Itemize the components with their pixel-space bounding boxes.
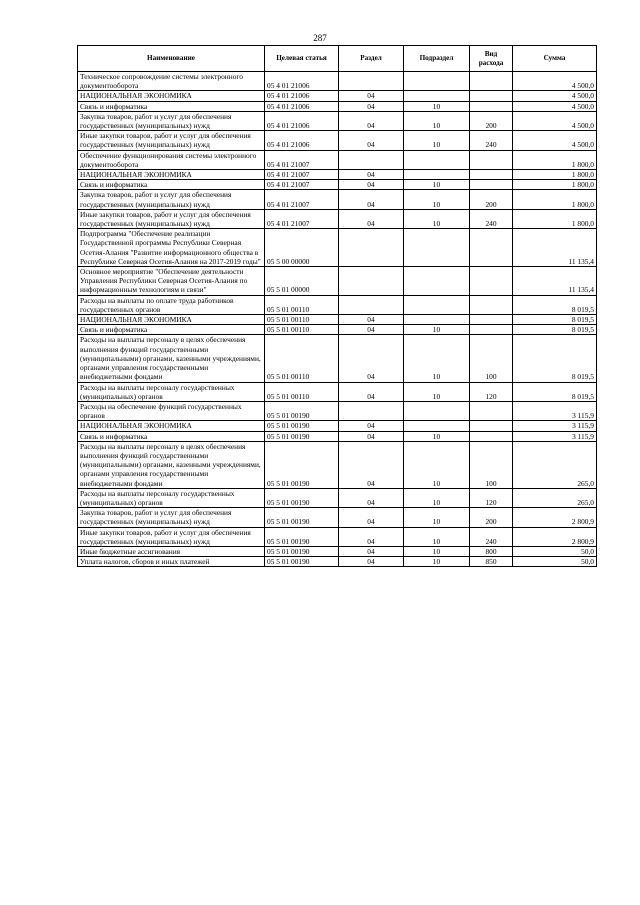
row-name: Связь и информатика	[78, 101, 265, 111]
row-section: 04	[339, 431, 404, 441]
row-section: 04	[339, 546, 404, 556]
row-subsection	[404, 229, 470, 267]
row-expense-type	[470, 315, 513, 325]
table-row	[78, 91, 597, 101]
row-expense-type: 240	[470, 209, 513, 228]
table-row	[78, 335, 597, 382]
row-target: 05 4 01 21006	[265, 72, 339, 91]
row-amount: 3 115,9	[513, 421, 597, 431]
row-name: НАЦИОНАЛЬНАЯ ЭКОНОМИКА	[78, 421, 265, 431]
row-section	[339, 229, 404, 267]
row-name: Закупка товаров, работ и услуг для обеспечения государственных (муниципальных) нужд	[78, 190, 265, 209]
row-name: Иные бюджетные ассигнования	[78, 546, 265, 556]
row-target: 05 5 01 00110	[265, 335, 339, 382]
row-section: 04	[339, 170, 404, 180]
table-row	[78, 325, 597, 335]
row-amount: 50,0	[513, 546, 597, 556]
row-amount: 1 800,0	[513, 150, 597, 169]
row-subsection	[404, 267, 470, 296]
row-amount: 50,0	[513, 557, 597, 567]
row-amount: 8 019,5	[513, 335, 597, 382]
row-subsection: 10	[404, 527, 470, 546]
row-subsection	[404, 91, 470, 101]
row-section: 04	[339, 325, 404, 335]
row-target: 05 5 01 00110	[265, 295, 339, 314]
row-section: 04	[339, 421, 404, 431]
row-target: 05 5 01 00190	[265, 557, 339, 567]
row-expense-type: 800	[470, 546, 513, 556]
header-amount: Сумма	[513, 46, 597, 72]
row-subsection	[404, 401, 470, 420]
row-section: 04	[339, 441, 404, 488]
table-row	[78, 295, 597, 314]
table-row	[78, 267, 597, 296]
row-subsection	[404, 170, 470, 180]
row-section	[339, 295, 404, 314]
table-row	[78, 111, 597, 130]
row-name: Расходы на обеспечение функций государственных органов	[78, 401, 265, 420]
row-amount: 265,0	[513, 441, 597, 488]
row-subsection	[404, 295, 470, 314]
row-subsection: 10	[404, 190, 470, 209]
row-target: 05 5 01 00110	[265, 382, 339, 401]
row-amount: 8 019,5	[513, 295, 597, 314]
row-expense-type	[470, 72, 513, 91]
row-amount: 4 500,0	[513, 111, 597, 130]
table-row	[78, 229, 597, 267]
row-amount: 4 500,0	[513, 91, 597, 101]
table-row	[78, 150, 597, 169]
row-section: 04	[339, 315, 404, 325]
table-row	[78, 131, 597, 150]
row-section: 04	[339, 209, 404, 228]
row-section: 04	[339, 335, 404, 382]
table-row	[78, 421, 597, 431]
table-row	[78, 557, 597, 567]
row-subsection: 10	[404, 180, 470, 190]
row-amount: 8 019,5	[513, 382, 597, 401]
row-name: Расходы на выплаты по оплате труда работников государственных органов	[78, 295, 265, 314]
row-subsection: 10	[404, 557, 470, 567]
row-expense-type	[470, 101, 513, 111]
row-amount: 3 115,9	[513, 431, 597, 441]
row-target: 05 5 01 00110	[265, 325, 339, 335]
row-section: 04	[339, 131, 404, 150]
row-name: Обеспечение функционирования системы электронного документооборота	[78, 150, 265, 169]
row-name: Иные закупки товаров, работ и услуг для обеспечения государственных (муниципальных) нужд	[78, 209, 265, 228]
table-row	[78, 180, 597, 190]
row-amount: 2 800,9	[513, 527, 597, 546]
row-name: Расходы на выплаты персоналу государственных (муниципальных) органов	[78, 488, 265, 507]
row-subsection: 10	[404, 382, 470, 401]
row-expense-type	[470, 91, 513, 101]
row-name: Связь и информатика	[78, 325, 265, 335]
row-expense-type: 240	[470, 131, 513, 150]
row-name: Техническое сопровождение системы электронного документооборота	[78, 72, 265, 91]
row-expense-type	[470, 401, 513, 420]
table-body	[78, 72, 597, 567]
row-subsection: 10	[404, 131, 470, 150]
row-section: 04	[339, 101, 404, 111]
row-target: 05 5 01 00190	[265, 431, 339, 441]
row-name: Расходы на выплаты персоналу в целях обеспечения выполнения функций государственными (муниципальными) органами, казенными учреждениями, органами управления государственными внебюджетными фондами	[78, 335, 265, 382]
row-expense-type: 120	[470, 488, 513, 507]
row-subsection: 10	[404, 209, 470, 228]
row-name: Закупка товаров, работ и услуг для обеспечения государственных (муниципальных) нужд	[78, 111, 265, 130]
row-expense-type	[470, 180, 513, 190]
table-row	[78, 441, 597, 488]
row-expense-type: 120	[470, 382, 513, 401]
row-name: Закупка товаров, работ и услуг для обеспечения государственных (муниципальных) нужд	[78, 508, 265, 527]
row-target: 05 4 01 21006	[265, 91, 339, 101]
header-section: Раздел	[339, 46, 404, 72]
table-row	[78, 170, 597, 180]
row-amount: 1 800,0	[513, 209, 597, 228]
row-target: 05 5 01 00110	[265, 315, 339, 325]
row-subsection: 10	[404, 101, 470, 111]
row-expense-type	[470, 170, 513, 180]
row-target: 05 4 01 21007	[265, 170, 339, 180]
row-expense-type: 850	[470, 557, 513, 567]
row-expense-type	[470, 150, 513, 169]
row-name: Связь и информатика	[78, 431, 265, 441]
row-section	[339, 401, 404, 420]
row-target: 05 5 01 00190	[265, 421, 339, 431]
row-section	[339, 267, 404, 296]
row-target: 05 4 01 21006	[265, 101, 339, 111]
row-subsection: 10	[404, 508, 470, 527]
row-subsection	[404, 421, 470, 431]
row-amount: 11 135,4	[513, 229, 597, 267]
row-expense-type	[470, 295, 513, 314]
row-target: 05 5 01 00190	[265, 527, 339, 546]
row-target: 05 4 01 21007	[265, 190, 339, 209]
table-row	[78, 315, 597, 325]
row-amount: 8 019,5	[513, 315, 597, 325]
row-section	[339, 150, 404, 169]
row-target: 05 5 01 00190	[265, 441, 339, 488]
row-amount: 3 115,9	[513, 401, 597, 420]
row-target: 05 5 01 00190	[265, 546, 339, 556]
row-expense-type: 100	[470, 335, 513, 382]
row-expense-type	[470, 421, 513, 431]
page-number: 287	[313, 33, 327, 43]
row-amount: 11 135,4	[513, 267, 597, 296]
table-row	[78, 508, 597, 527]
row-target: 05 5 01 00190	[265, 401, 339, 420]
table-header-row	[78, 46, 597, 72]
row-subsection: 10	[404, 325, 470, 335]
row-section	[339, 72, 404, 91]
row-expense-type	[470, 229, 513, 267]
row-name: Уплата налогов, сборов и иных платежей	[78, 557, 265, 567]
budget-table	[77, 45, 597, 567]
row-subsection: 10	[404, 441, 470, 488]
row-target: 05 5 01 00190	[265, 508, 339, 527]
row-target: 05 5 01 00190	[265, 488, 339, 507]
row-target: 05 5 00 00000	[265, 229, 339, 267]
row-expense-type: 200	[470, 111, 513, 130]
row-amount: 1 800,0	[513, 170, 597, 180]
row-section: 04	[339, 382, 404, 401]
row-target: 05 4 01 21007	[265, 180, 339, 190]
row-expense-type: 100	[470, 441, 513, 488]
row-name: НАЦИОНАЛЬНАЯ ЭКОНОМИКА	[78, 91, 265, 101]
header-subsection: Подраздел	[404, 46, 470, 72]
row-target: 05 5 01 00000	[265, 267, 339, 296]
row-expense-type	[470, 267, 513, 296]
row-section: 04	[339, 190, 404, 209]
row-target: 05 4 01 21006	[265, 111, 339, 130]
row-subsection	[404, 72, 470, 91]
header-target: Целевая статья	[265, 46, 339, 72]
row-name: Основное мероприятие "Обеспечение деятельности Управления Республики Северная Осетия-Алания по информационным технологиям и связи"	[78, 267, 265, 296]
row-expense-type: 240	[470, 527, 513, 546]
table-row	[78, 101, 597, 111]
row-amount: 265,0	[513, 488, 597, 507]
row-expense-type: 200	[470, 190, 513, 209]
row-amount: 4 500,0	[513, 131, 597, 150]
row-section: 04	[339, 180, 404, 190]
row-amount: 4 500,0	[513, 101, 597, 111]
row-subsection: 10	[404, 431, 470, 441]
row-name: Расходы на выплаты персоналу в целях обеспечения выполнения функций государственными (муниципальными) органами, казенными учреждениями, органами управления государственными внебюджетными фондами	[78, 441, 265, 488]
row-section: 04	[339, 527, 404, 546]
row-section: 04	[339, 111, 404, 130]
row-amount: 4 500,0	[513, 72, 597, 91]
table-row	[78, 527, 597, 546]
row-target: 05 4 01 21007	[265, 209, 339, 228]
header-name: Наименование	[78, 46, 265, 72]
row-name: НАЦИОНАЛЬНАЯ ЭКОНОМИКА	[78, 315, 265, 325]
row-subsection: 10	[404, 546, 470, 556]
row-name: Подпрограмма "Обеспечение реализации Государственной программы Республики Северная Осетия-Алания "Развитие информационного общества в Республике Северная Осетия-Алания на 2017-2019 годы"	[78, 229, 265, 267]
table-row	[78, 382, 597, 401]
row-subsection	[404, 150, 470, 169]
row-subsection: 10	[404, 488, 470, 507]
row-name: Иные закупки товаров, работ и услуг для обеспечения государственных (муниципальных) нужд	[78, 527, 265, 546]
row-amount: 2 800,9	[513, 508, 597, 527]
table-row	[78, 190, 597, 209]
table-row	[78, 546, 597, 556]
row-expense-type	[470, 325, 513, 335]
row-subsection: 10	[404, 335, 470, 382]
table-row	[78, 431, 597, 441]
row-section: 04	[339, 488, 404, 507]
row-section: 04	[339, 557, 404, 567]
row-name: НАЦИОНАЛЬНАЯ ЭКОНОМИКА	[78, 170, 265, 180]
row-name: Иные закупки товаров, работ и услуг для обеспечения государственных (муниципальных) нужд	[78, 131, 265, 150]
table-row	[78, 401, 597, 420]
row-name: Связь и информатика	[78, 180, 265, 190]
table-row	[78, 488, 597, 507]
table-row	[78, 72, 597, 91]
row-section: 04	[339, 91, 404, 101]
row-expense-type	[470, 431, 513, 441]
row-amount: 8 019,5	[513, 325, 597, 335]
row-expense-type: 200	[470, 508, 513, 527]
table-row	[78, 209, 597, 228]
row-name: Расходы на выплаты персоналу государственных (муниципальных) органов	[78, 382, 265, 401]
row-target: 05 4 01 21007	[265, 150, 339, 169]
row-subsection	[404, 315, 470, 325]
row-section: 04	[339, 508, 404, 527]
header-expense-type: Вид расхода	[470, 46, 513, 72]
row-subsection: 10	[404, 111, 470, 130]
row-amount: 1 800,0	[513, 180, 597, 190]
row-amount: 1 800,0	[513, 190, 597, 209]
row-target: 05 4 01 21006	[265, 131, 339, 150]
